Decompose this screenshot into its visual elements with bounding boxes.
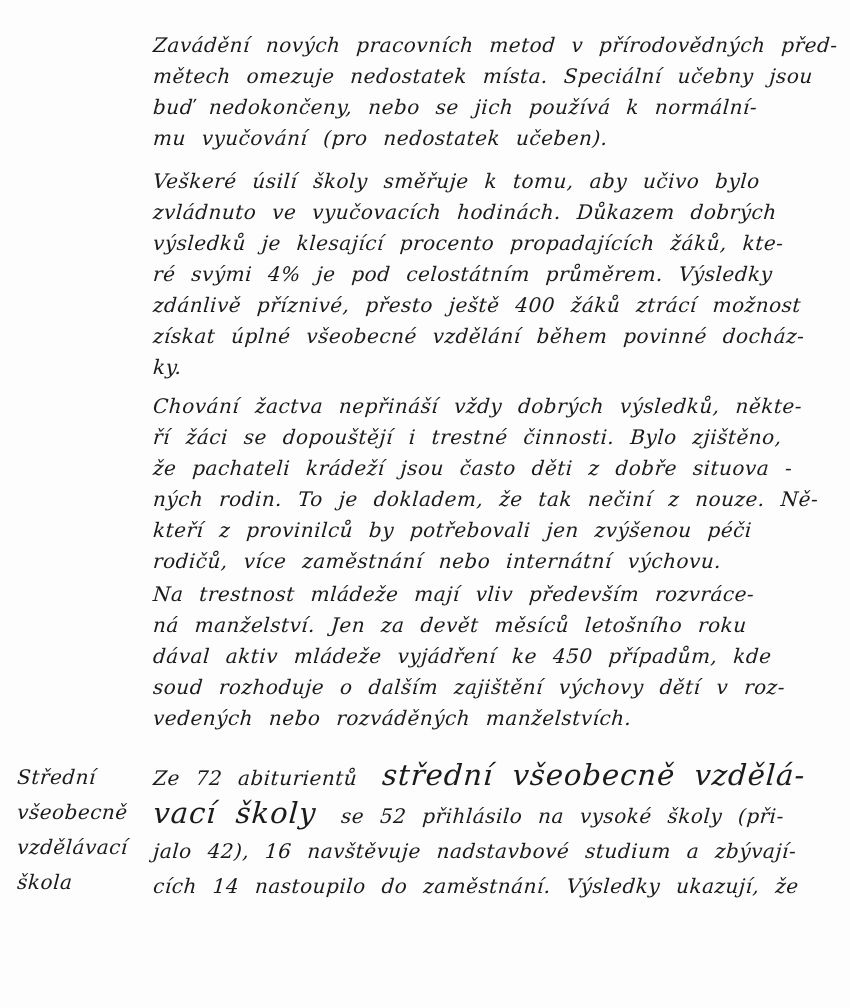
handwritten-line: vedených nebo rozváděných manželstvích. (152, 706, 633, 730)
handwritten-line: kteří z provinilců by potřebovali jen zvýšenou péči (152, 518, 753, 542)
handwritten-line: Veškeré úsilí školy směřuje k tomu, aby učivo bylo (152, 169, 761, 193)
margin-note-line: vzdělávací (16, 835, 129, 859)
handwritten-line: rodičů, více zaměstnání nebo internátní výchovu. (152, 549, 723, 573)
margin-note (16, 760, 146, 900)
text-segment: se 52 přihlásilo na vysoké školy (při- (340, 804, 785, 828)
handwritten-line: ky. (152, 355, 183, 379)
handwritten-line: soud rozhoduje o dalším zajištění výchovy dětí v roz- (152, 675, 786, 699)
paragraph (152, 30, 839, 154)
handwritten-text-column (152, 30, 839, 916)
handwritten-line (152, 796, 795, 834)
text-segment: Ze 72 abiturientů (152, 766, 359, 790)
handwritten-line: zdánlivě příznivé, přesto ještě 400 žáků ztrácí možnost (152, 293, 802, 317)
margin-note-line: škola (16, 870, 74, 894)
handwritten-line: Chování žactva nepřináší vždy dobrých výsledků, někte- (152, 394, 803, 418)
text-segment-emphasized: střední všeobecně vzdělá- (381, 758, 807, 792)
handwritten-line: že pachateli krádeží jsou často děti z dobře situova - (152, 456, 794, 480)
margin-note-line: všeobecně (16, 800, 129, 824)
margin-note-line: Střední (16, 765, 97, 789)
handwritten-line: Zavádění nových pracovních metod v přírodovědných před- (152, 33, 839, 57)
text-segment-emphasized: vací školy (152, 796, 318, 830)
handwritten-line: mu vyučování (pro nedostatek učeben). (152, 126, 609, 150)
paragraph-final (152, 758, 807, 904)
handwritten-line: ných rodin. To je dokladem, že tak nečiní z nouze. Ně- (152, 487, 820, 511)
paragraph (152, 166, 806, 383)
handwritten-line: získat úplné všeobecné vzdělání během povinné docház- (152, 324, 806, 348)
handwritten-line: ré svými 4% je pod celostátním průměrem. Výsledky (152, 262, 774, 286)
handwritten-line: ří žáci se dopouštějí i trestné činnosti. Bylo zjištěno, (152, 425, 783, 449)
handwritten-line: buď nedokončeny, nebo se jich používá k normální- (152, 95, 759, 119)
handwritten-line: výsledků je klesající procento propadajících žáků, kte- (152, 231, 785, 255)
paragraph (152, 579, 792, 734)
handwritten-line: ná manželství. Jen za devět měsíců letošního roku (152, 613, 748, 637)
handwritten-line: jalo 42), 16 navštěvuje nadstavbové studium a zbývají- (152, 839, 798, 863)
handwritten-line: zvládnuto ve vyučovacích hodinách. Důkazem dobrých (152, 200, 778, 224)
handwritten-line: Na trestnost mládeže mají vliv především rozvráce- (152, 582, 756, 606)
paragraph (152, 391, 820, 577)
handwritten-line: mětech omezuje nedostatek místa. Speciální učebny jsou (152, 64, 814, 88)
handwritten-line: cích 14 nastoupilo do zaměstnání. Výsledky ukazují, že (152, 874, 800, 898)
handwritten-line: dával aktiv mládeže vyjádření ke 450 případům, kde (152, 644, 773, 668)
handwritten-line (152, 758, 807, 796)
